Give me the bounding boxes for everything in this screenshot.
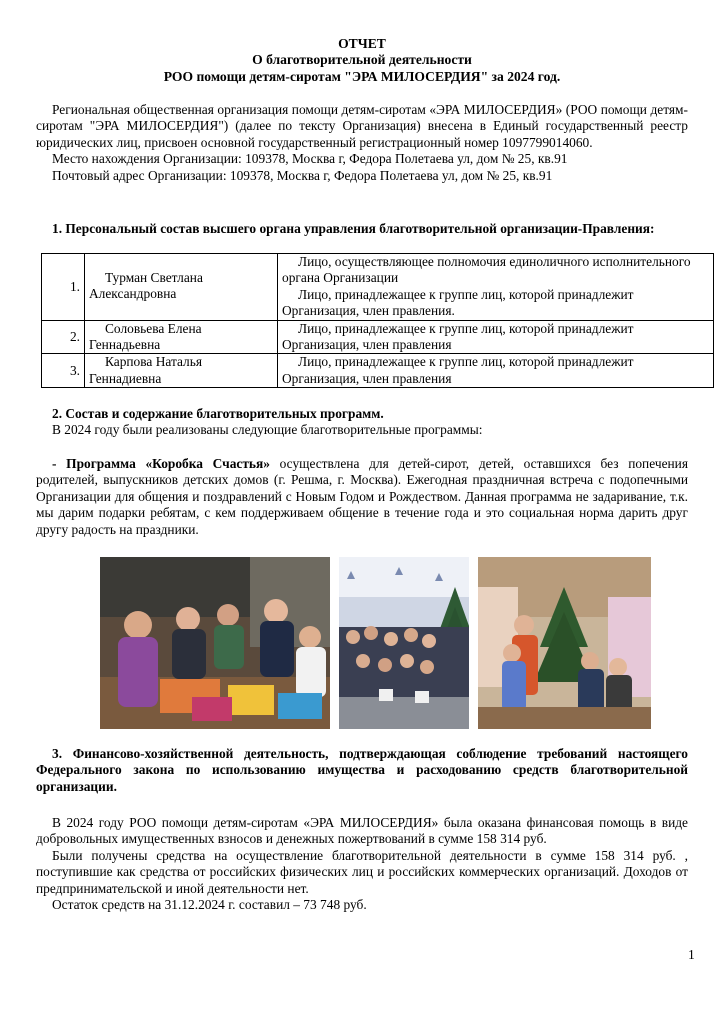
table-row — [42, 254, 714, 321]
member-role: Лицо, осуществляющее полномочия единоличного исполнительного органа Организации Лицо, принадлежащее к группе лиц, которой принадлежит Организация, член правления. — [278, 254, 714, 321]
section-1-heading: 1. Персональный состав высшего органа управления благотворительной организации-Правления: — [52, 221, 655, 236]
member-name: Карпова Наталья Геннадиевна — [85, 354, 278, 388]
member-name: Соловьева Елена Геннадьевна — [85, 320, 278, 354]
section-3-body — [36, 815, 688, 913]
report-organization-year: РОО помощи детям-сиротам "ЭРА МИЛОСЕРДИЯ" за 2024 год. — [163, 69, 561, 84]
row-number: 2. — [42, 320, 85, 354]
registration-paragraph: Региональная общественная организация помощи детям-сиротам «ЭРА МИЛОСЕРДИЯ» (РОО помощи детям-сиротам "ЭРА МИЛОСЕРДИЯ") (далее по тексту Организация) внесена в Единый государственный реестр юридических лиц, присвоен основной государственный регистрационный номер 1097799014060. — [36, 102, 688, 150]
section-2-heading: 2. Состав и содержание благотворительных программ. — [52, 406, 384, 421]
financial-aid-paragraph: В 2024 году РОО помощи детям-сиротам «ЭРА МИЛОСЕРДИЯ» была оказана финансовая помощь в виде добровольных имущественных взносов и денежных пожертвований в сумме 158 314 руб. — [36, 815, 688, 847]
photo-group-with-christmas-tree — [339, 557, 469, 729]
member-role: Лицо, принадлежащее к группе лиц, которой принадлежит Организация, член правления — [278, 354, 714, 388]
photo-children-opening-gifts — [100, 557, 330, 729]
report-subtitle: О благотворительной деятельности — [252, 52, 472, 67]
intro-block — [36, 102, 688, 184]
photo-children-near-christmas-tree — [478, 557, 651, 729]
member-name: Турман Светлана Александровна — [85, 254, 278, 321]
location-address: Место нахождения Организации: 109378, Москва г, Федора Полетаева ул, дом № 25, кв.91 — [52, 151, 568, 167]
row-number: 3. — [42, 354, 85, 388]
program-name: - Программа «Коробка Счастья» — [52, 456, 270, 471]
postal-address: Почтовый адрес Организации: 109378, Москва г, Федора Полетаева ул, дом № 25, кв.91 — [52, 167, 553, 183]
member-role: Лицо, принадлежащее к группе лиц, которой принадлежит Организация, член правления — [278, 320, 714, 354]
program-description — [36, 456, 688, 538]
report-title: ОТЧЕТ — [338, 36, 386, 51]
section-2 — [36, 406, 688, 439]
page-number: 1 — [688, 947, 695, 962]
table-row — [42, 320, 714, 354]
row-number: 1. — [42, 254, 85, 321]
balance-paragraph: Остаток средств на 31.12.2024 г. составил – 73 748 руб. — [52, 897, 367, 913]
section-3-heading: 3. Финансово-хозяйственной деятельность, подтверждающая соблюдение требований настоящего Федерального закона по использованию имущества и расходованию средств благотворительной организации. — [36, 746, 688, 794]
table-row — [42, 354, 714, 388]
funds-received-paragraph: Были получены средства на осуществление благотворительной деятельности в сумме 158 314 руб. , поступившие как средства от российских физических лиц и российских коммерческих организаций. Доходов от предпринимательской и иной деятельности нет. — [36, 847, 688, 896]
governance-table — [41, 253, 714, 388]
section-2-lead: В 2024 году были реализованы следующие благотворительные программы: — [52, 422, 483, 438]
program-text: осуществлена для детей-сирот, детей, оставшихся без попечения родителей, выпускников детских домов (г. Решма, г. Москва). Ежегодная праздничная встреча с подопечными Организации для общения и поздравлений с Новым Годом и Рождеством. Данная программа не задаривание, т.к. мы дарим подарки ребятам, с кем поддерживаем общение в течение года и это социальная норма дарить друг другу радость на праздники. — [36, 456, 688, 537]
